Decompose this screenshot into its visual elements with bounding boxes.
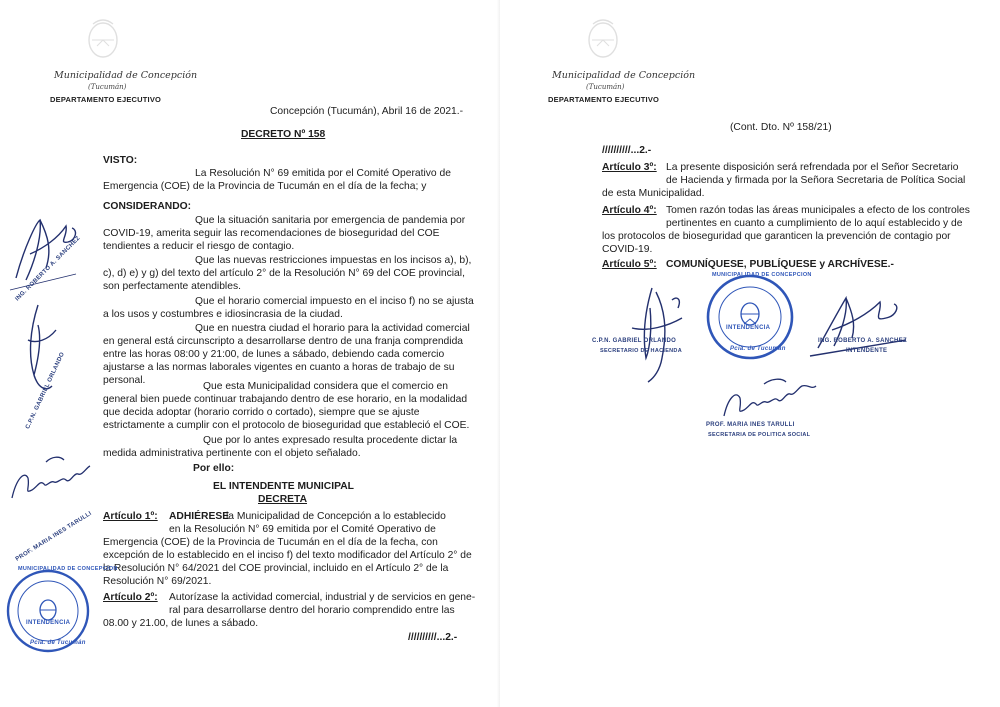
- considerando-line: Que por lo antes expresado resulta procedente dictar la: [203, 435, 458, 446]
- visto-label: VISTO:: [103, 155, 138, 166]
- signer-name-hacienda: C.P.N. GABRIEL ORLANDO: [592, 338, 677, 344]
- considerando-line: Que en nuestra ciudad el horario para la actividad comercial: [195, 323, 470, 334]
- considerando-label: CONSIDERANDO:: [103, 201, 192, 212]
- article-1-label: Artículo 1º:: [103, 511, 158, 522]
- considerando-line: ajustarse a las normas laborales vigentes en cuanto a horas de trabajo de su: [103, 362, 455, 373]
- decree-title: DECRETO Nº 158: [241, 129, 326, 140]
- municipality-name: Municipalidad de Concepción: [552, 70, 696, 81]
- signature-hacienda: [612, 278, 712, 388]
- department-label: DEPARTAMENTO EJECUTIVO: [50, 95, 162, 104]
- signer-name-intendente: ING. ROBERTO A. SANCHEZ: [818, 338, 907, 344]
- signer-stamp-name: C.P.N. GABRIEL ORLANDO: [25, 351, 67, 431]
- signature-politica-social-margin: [6, 450, 96, 505]
- continuation-reference: (Cont. Dto. Nº 158/21): [730, 122, 832, 133]
- article-1-line: Emergencia (COE) de la Provincia de Tucumán en el día de la fecha, con: [103, 537, 438, 548]
- considerando-line: estrictamente a cumplir con el protocolo de bioseguridad que estableció el COE.: [103, 420, 470, 431]
- article-4-line: los protocolos de bioseguridad que garanticen la prevención de contagio por: [602, 231, 951, 242]
- intendente-heading: EL INTENDENTE MUNICIPAL: [213, 481, 354, 492]
- right-page: [500, 0, 1000, 707]
- considerando-line: Que la situación sanitaria por emergencia de pandemia por: [195, 215, 466, 226]
- article-5-text: COMUNÍQUESE, PUBLÍQUESE y ARCHÍVESE.-: [666, 259, 894, 270]
- signer-stamp-name: PROF. MARIA INES TARULLI: [14, 510, 94, 563]
- signer-role-hacienda: SECRETARIO DE HACIENDA: [600, 348, 682, 354]
- considerando-line: son perfectamente atendibles.: [103, 281, 241, 292]
- article-2-line: 08.00 y 21.00, de lunes a sábado.: [103, 618, 259, 629]
- article-3-line: La presente disposición será refrendada por el Señor Secretario: [666, 162, 959, 173]
- visto-line: La Resolución N° 69 emitida por el Comité Operativo de: [195, 168, 451, 179]
- seal-bottom-text: Pcia. de Tucumán: [30, 640, 86, 646]
- signer-name-politica-social: PROF. MARIA INES TARULLI: [706, 422, 795, 428]
- province-name: (Tucumán): [88, 83, 127, 91]
- signer-role-intendente: INTENDENTE: [846, 348, 888, 354]
- considerando-line: general bien puede continuar trabajando dentro de ese horario, en la modalidad: [103, 394, 468, 405]
- coat-of-arms-icon: [584, 16, 622, 60]
- article-1-line: excepción de lo establecido en el inciso f) del texto modificador del Artículo 2° de: [103, 550, 472, 561]
- considerando-line: Que esta Municipalidad considera que el comercio en: [203, 381, 448, 392]
- por-ello-label: Por ello:: [193, 463, 235, 474]
- considerando-line: COVID-19, amerita seguir las recomendaciones de bioseguridad del COE: [103, 228, 440, 239]
- signer-stamp-name: ING. ROBERTO A. SANCHEZ: [14, 235, 82, 303]
- considerando-line: tendientes a reducir el riesgo de contagio.: [103, 241, 295, 252]
- article-4-line: COVID-19.: [602, 244, 653, 255]
- visto-line: Emergencia (COE) de la Provincia de Tucumán en el día de la fecha; y: [103, 181, 427, 192]
- article-3-line: de esta Municipalidad.: [602, 188, 705, 199]
- page-marker: //////////...2.-: [602, 145, 652, 156]
- article-5-label: Artículo 5º:: [602, 259, 657, 270]
- seal-mid-text: INTENDENCIA: [26, 620, 71, 626]
- seal-top-text: MUNICIPALIDAD DE CONCEPCION: [18, 566, 118, 572]
- considerando-line: medida administrativa pertinente con el objeto señalado.: [103, 448, 361, 459]
- article-1-line: Resolución N° 69/2021.: [103, 576, 212, 587]
- seal-bottom-text: Pcia. de Tucumán: [730, 346, 786, 352]
- seal-mid-text: INTENDENCIA: [726, 325, 771, 331]
- article-1-keyword: ADHIÉRESE: [169, 511, 230, 522]
- continues-marker: //////////...2.-: [408, 632, 458, 643]
- considerando-line: Que las nuevas restricciones impuestas en los incisos a), b),: [195, 255, 472, 266]
- considerando-line: a los usos y costumbres e idiosincrasia de la ciudad.: [103, 309, 343, 320]
- article-4-label: Artículo 4º:: [602, 205, 657, 216]
- signer-role-politica-social: SECRETARIA DE POLITICA SOCIAL: [708, 432, 811, 438]
- article-1-line: en la Resolución N° 69 emitida por el Comité Operativo de: [169, 524, 436, 535]
- article-4-line: pertinentes en cuanto a cumplimiento de lo aquí establecido y de: [666, 218, 963, 229]
- article-2-label: Artículo 2º:: [103, 592, 158, 603]
- article-3-label: Artículo 3º:: [602, 162, 657, 173]
- decreta-heading: DECRETA: [258, 494, 308, 505]
- department-label: DEPARTAMENTO EJECUTIVO: [548, 95, 660, 104]
- considerando-line: que decida adoptar (horario corrido o cortado), siempre que se ajuste: [103, 407, 420, 418]
- coat-of-arms-icon: [84, 16, 122, 60]
- considerando-line: c), d) e) y g) del texto del artículo 2° de la Resolución N° 69 del COE provincial,: [103, 268, 465, 279]
- article-1-line: la Municipalidad de Concepción a lo establecido: [226, 511, 446, 522]
- article-2-line: Autorízase la actividad comercial, industrial y de servicios en gene-: [169, 592, 476, 603]
- seal-top-text: MUNICIPALIDAD DE CONCEPCION: [712, 272, 812, 278]
- municipality-name: Municipalidad de Concepción: [54, 70, 198, 81]
- considerando-line: personal.: [103, 375, 146, 386]
- place-date: Concepción (Tucumán), Abril 16 de 2021.-: [270, 106, 464, 117]
- article-3-line: de Hacienda y firmada por la Señora Secretaria de Política Social: [666, 175, 966, 186]
- signature-intendente-margin: [6, 208, 86, 303]
- considerando-line: Que el horario comercial impuesto en el inciso f) no se ajusta: [195, 296, 474, 307]
- article-2-line: ral para desarrollarse dentro del horario comprendido entre las: [169, 605, 455, 616]
- signature-politica-social: [716, 376, 836, 426]
- article-1-line: la Resolución N° 64/2021 del COE provincial, incluido en el Artículo 2° de la: [103, 563, 449, 574]
- considerando-line: en general está circunscripto a desarrollarse dentro de una franja comprendida: [103, 336, 464, 347]
- article-4-line: Tomen razón todas las áreas municipales a efecto de los controles: [666, 205, 970, 216]
- considerando-line: entre las horas 08:00 y 21:00, de lunes a sábado, debiendo cada comercio: [103, 349, 445, 360]
- province-name: (Tucumán): [586, 83, 625, 91]
